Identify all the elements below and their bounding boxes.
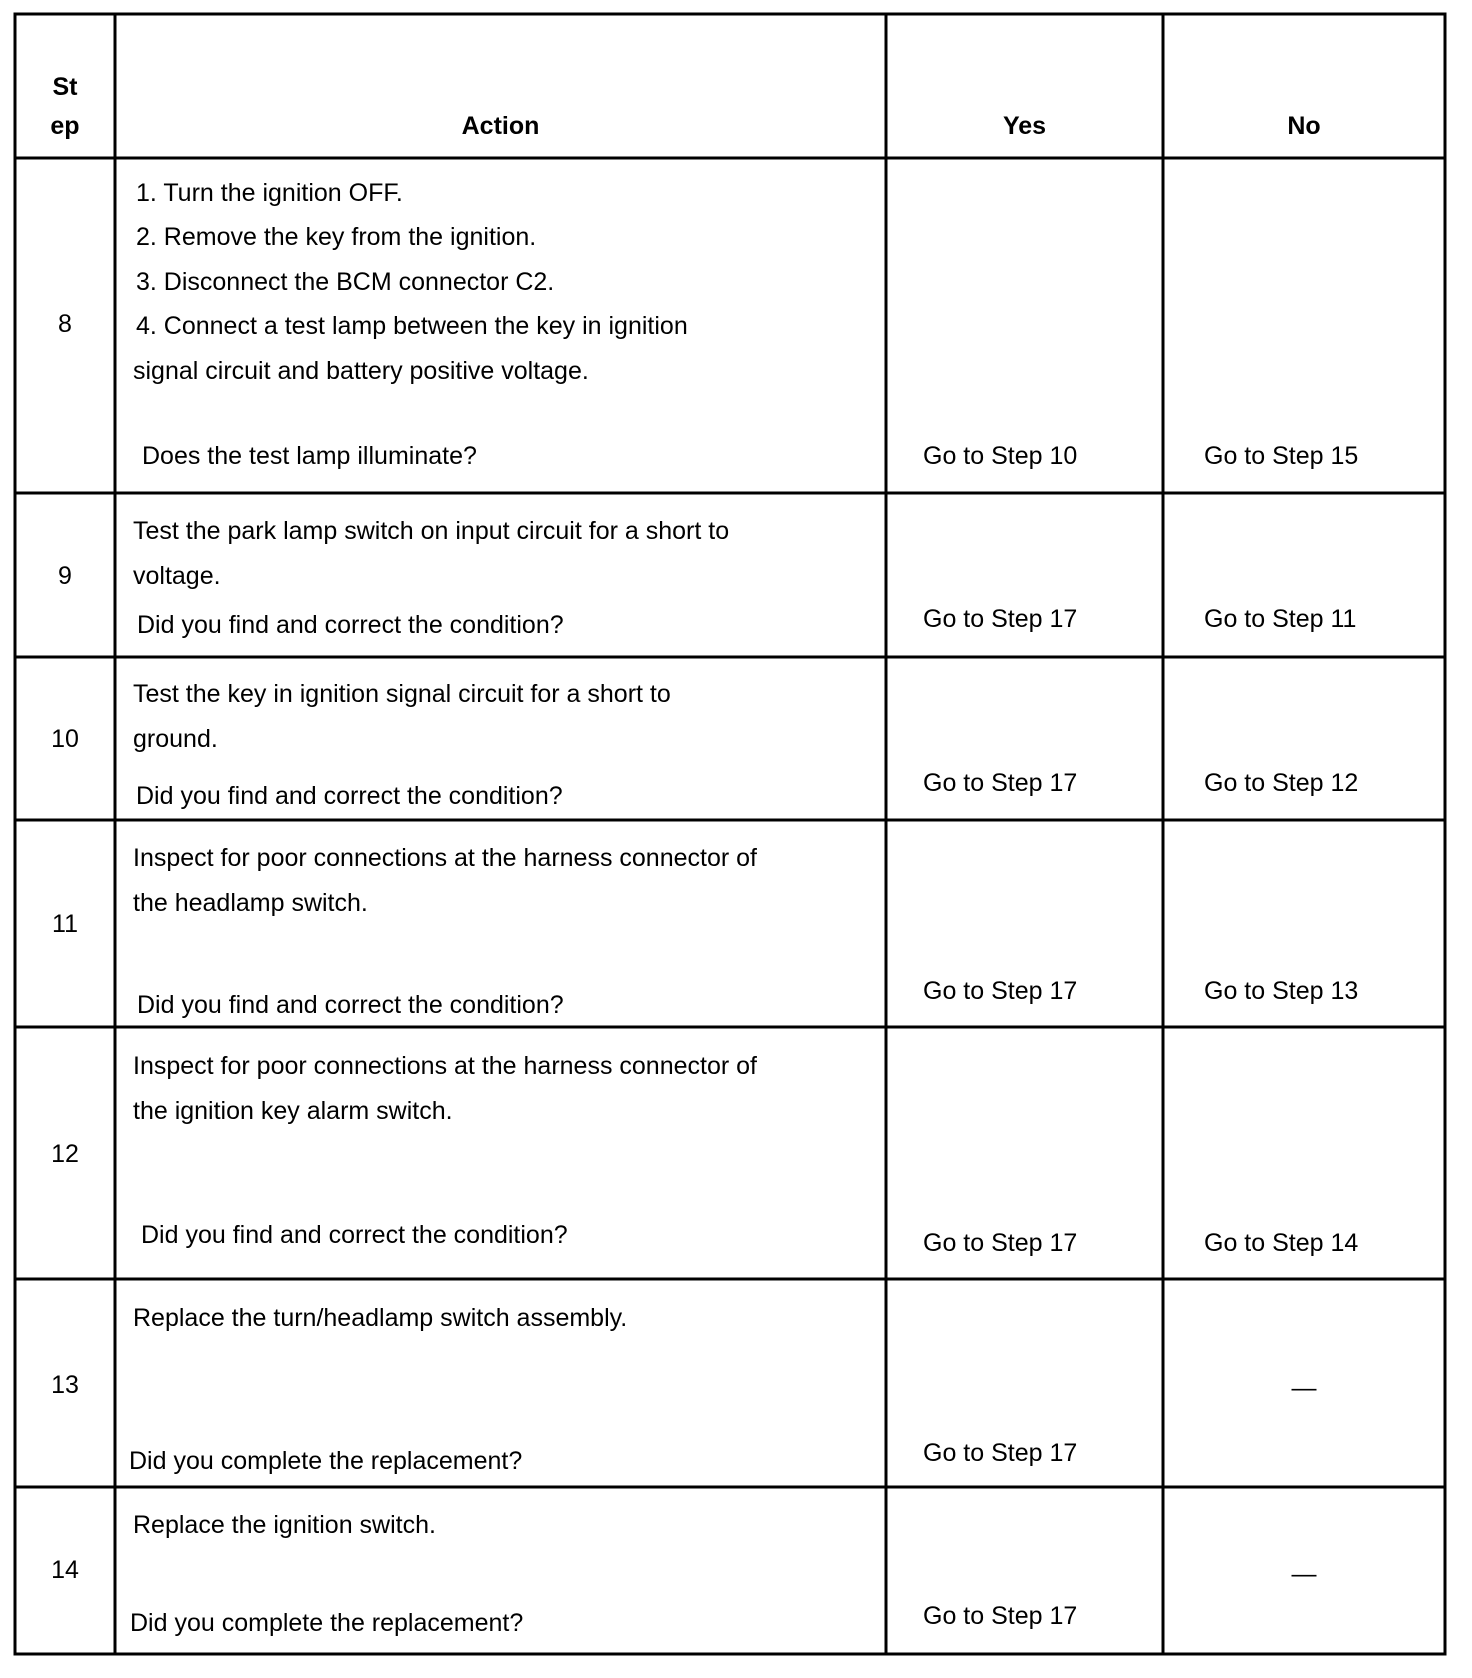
step-number: 11 xyxy=(52,910,78,938)
action-line: 3. Disconnect the BCM connector C2. xyxy=(136,268,555,296)
action-line: Replace the ignition switch. xyxy=(133,1511,436,1539)
yes-result: Go to Step 17 xyxy=(923,1439,1078,1467)
step-number: 12 xyxy=(51,1140,79,1168)
yes-result: Go to Step 17 xyxy=(923,1602,1078,1630)
action-question: Does the test lamp illuminate? xyxy=(142,442,477,470)
action-line: 4. Connect a test lamp between the key in ignition xyxy=(136,312,688,340)
no-result: Go to Step 14 xyxy=(1204,1229,1359,1257)
header-step-line1: St xyxy=(52,73,78,101)
action-line: 1. Turn the ignition OFF. xyxy=(136,179,403,207)
action-line: 2. Remove the key from the ignition. xyxy=(136,223,537,251)
no-result: Go to Step 13 xyxy=(1204,977,1359,1005)
no-result: Go to Step 11 xyxy=(1204,605,1357,633)
no-result: Go to Step 12 xyxy=(1204,769,1359,797)
action-question: Did you find and correct the condition? xyxy=(141,1221,568,1249)
no-result: — xyxy=(1291,1374,1317,1402)
no-result: — xyxy=(1291,1560,1317,1588)
no-result: Go to Step 15 xyxy=(1204,442,1359,470)
action-question: Did you complete the replacement? xyxy=(130,1609,524,1637)
step-number: 14 xyxy=(51,1556,79,1584)
action-question: Did you find and correct the condition? xyxy=(136,782,563,810)
header-no: No xyxy=(1287,112,1321,140)
step-number: 8 xyxy=(58,310,72,338)
yes-result: Go to Step 17 xyxy=(923,1229,1078,1257)
header-step-line2: ep xyxy=(50,112,80,140)
action-line: Test the park lamp switch on input circuit for a short to xyxy=(133,517,730,545)
table-border xyxy=(15,14,1445,1654)
action-line: Inspect for poor connections at the harness connector of xyxy=(133,1052,757,1080)
step-number: 13 xyxy=(51,1371,79,1399)
action-line: the headlamp switch. xyxy=(133,889,368,917)
yes-result: Go to Step 17 xyxy=(923,977,1078,1005)
action-question: Did you complete the replacement? xyxy=(129,1447,523,1475)
action-line: ground. xyxy=(133,725,218,753)
yes-result: Go to Step 10 xyxy=(923,442,1078,470)
step-number: 9 xyxy=(58,562,72,590)
action-line: the ignition key alarm switch. xyxy=(133,1097,453,1125)
yes-result: Go to Step 17 xyxy=(923,605,1078,633)
header-yes: Yes xyxy=(1002,112,1047,140)
action-line: Inspect for poor connections at the harness connector of xyxy=(133,844,757,872)
header-action: Action xyxy=(461,112,540,140)
action-question: Did you find and correct the condition? xyxy=(137,611,564,639)
action-line: Replace the turn/headlamp switch assembly. xyxy=(133,1304,628,1332)
action-line: signal circuit and battery positive voltage. xyxy=(133,357,589,385)
action-line: Test the key in ignition signal circuit for a short to xyxy=(133,680,671,708)
action-question: Did you find and correct the condition? xyxy=(137,991,564,1019)
yes-result: Go to Step 17 xyxy=(923,769,1078,797)
action-line: voltage. xyxy=(133,562,221,590)
step-number: 10 xyxy=(51,725,79,753)
